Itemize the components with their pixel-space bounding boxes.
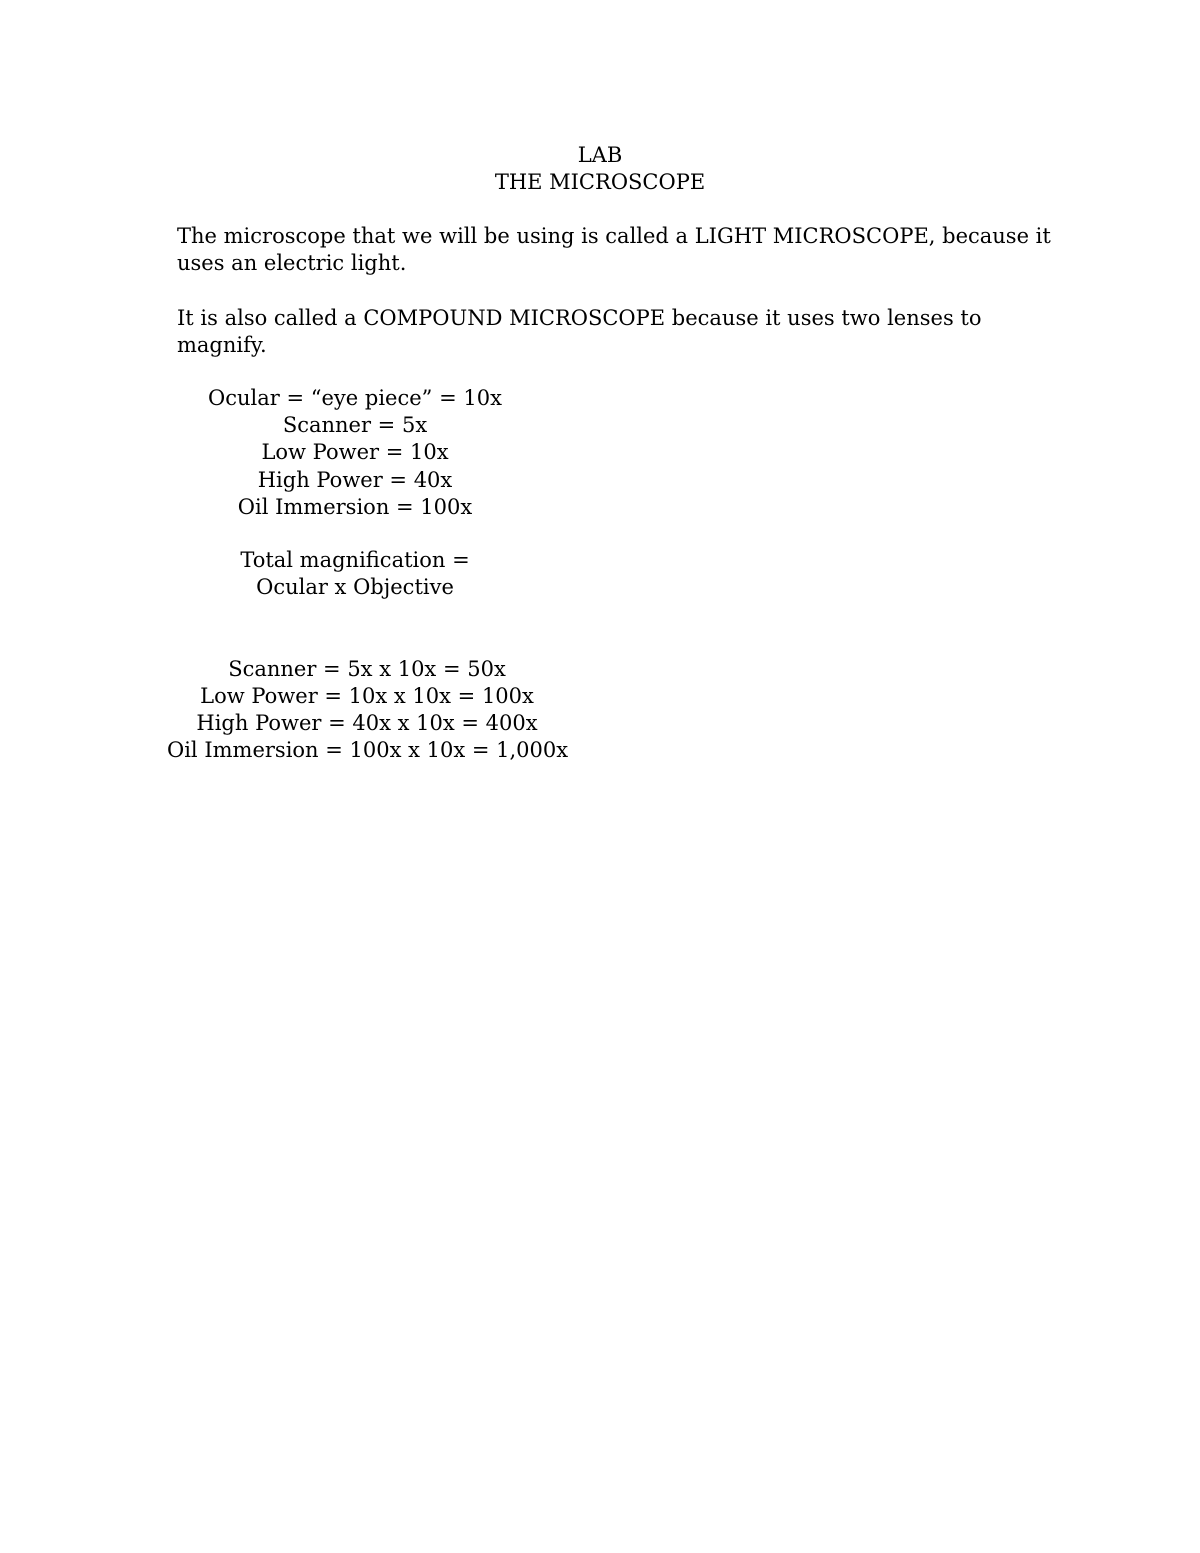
calc-oil-immersion: Oil Immersion = 100x x 10x = 1,000x [167,738,569,762]
paragraph2-line1: It is also called a COMPOUND MICROSCOPE because it uses two lenses to [177,306,982,330]
formula-line1: Total magnification = [240,548,470,572]
lens-oil-immersion: Oil Immersion = 100x [237,495,473,519]
formula-line2: Ocular x Objective [256,575,454,599]
lens-high-power: High Power = 40x [257,468,453,492]
calc-high-power: High Power = 40x x 10x = 400x [196,711,538,735]
document-title-lab: LAB [577,143,623,167]
document-title-microscope: THE MICROSCOPE [494,170,706,194]
calc-scanner: Scanner = 5x x 10x = 50x [228,657,506,681]
paragraph2-line2: magnify. [177,333,267,357]
lens-scanner: Scanner = 5x [282,413,428,437]
lens-low-power: Low Power = 10x [261,440,449,464]
lens-ocular: Ocular = “eye piece” = 10x [208,386,502,410]
calc-low-power: Low Power = 10x x 10x = 100x [200,684,534,708]
paragraph1-line1: The microscope that we will be using is called a LIGHT MICROSCOPE, because it [177,224,1051,248]
paragraph1-line2: uses an electric light. [177,251,407,275]
